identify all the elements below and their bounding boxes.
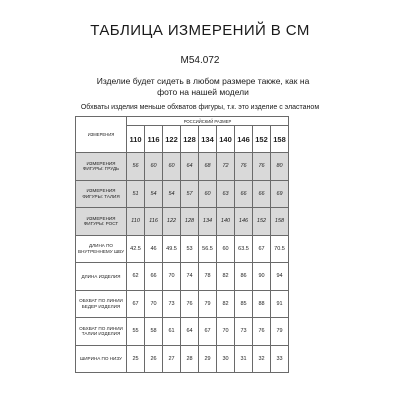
fit-note: Изделие будет сидеть в любом размере также, как на фото на нашей модели [96, 76, 310, 97]
value-cell: 55 [127, 318, 145, 346]
value-cell: 32 [253, 345, 271, 373]
value-cell: 54 [163, 180, 181, 208]
size-header-cell: 134 [199, 126, 217, 153]
value-cell: 74 [181, 263, 199, 291]
value-cell: 69 [271, 180, 289, 208]
value-cell: 56 [127, 153, 145, 181]
value-cell: 116 [145, 208, 163, 236]
value-cell: 31 [235, 345, 253, 373]
value-cell: 62 [127, 263, 145, 291]
row-label: ИЗМЕРЕНИЯ ФИГУРЫ: ТАЛИЯ [76, 180, 127, 208]
size-header-cell: 158 [271, 126, 289, 153]
table-row [76, 180, 289, 208]
value-cell: 60 [217, 235, 235, 263]
value-cell: 49.5 [163, 235, 181, 263]
value-cell: 70 [163, 263, 181, 291]
row-label: ОБХВАТ ПО ЛИНИИ ТАЛИИ ИЗДЕЛИЯ [76, 318, 127, 346]
value-cell: 60 [199, 180, 217, 208]
value-cell: 57 [181, 180, 199, 208]
size-table [75, 116, 289, 373]
value-cell: 158 [271, 208, 289, 236]
value-cell: 146 [235, 208, 253, 236]
russian-size-header: РОССИЙСКИЙ РАЗМЕР [127, 117, 289, 126]
value-cell: 64 [181, 153, 199, 181]
value-cell: 90 [253, 263, 271, 291]
value-cell: 70 [145, 290, 163, 318]
value-cell: 94 [271, 263, 289, 291]
size-header-cell: 146 [235, 126, 253, 153]
value-cell: 82 [217, 290, 235, 318]
table-row [76, 153, 289, 181]
value-cell: 53 [181, 235, 199, 263]
value-cell: 68 [199, 153, 217, 181]
table-row [76, 263, 289, 291]
value-cell: 26 [145, 345, 163, 373]
value-cell: 134 [199, 208, 217, 236]
value-cell: 67 [127, 290, 145, 318]
value-cell: 72 [217, 153, 235, 181]
size-header-cell: 110 [127, 126, 145, 153]
value-cell: 42.5 [127, 235, 145, 263]
value-cell: 79 [199, 290, 217, 318]
value-cell: 56.5 [199, 235, 217, 263]
value-cell: 80 [271, 153, 289, 181]
value-cell: 76 [181, 290, 199, 318]
value-cell: 67 [253, 235, 271, 263]
row-label: ДЛИНА ИЗДЕЛИЯ [76, 263, 127, 291]
value-cell: 63.5 [235, 235, 253, 263]
value-cell: 54 [145, 180, 163, 208]
value-cell: 27 [163, 345, 181, 373]
value-cell: 78 [199, 263, 217, 291]
value-cell: 46 [145, 235, 163, 263]
row-label: ДЛИНА ПО ВНУТРЕННЕМУ ШВУ [76, 235, 127, 263]
model-code: М54.072 [180, 55, 220, 66]
value-cell: 76 [253, 153, 271, 181]
value-cell: 88 [253, 290, 271, 318]
size-header-cell: 128 [181, 126, 199, 153]
value-cell: 110 [127, 208, 145, 236]
row-label: ИЗМЕРЕНИЯ ФИГУРЫ: РОСТ [76, 208, 127, 236]
value-cell: 70 [217, 318, 235, 346]
value-cell: 64 [181, 318, 199, 346]
value-cell: 66 [253, 180, 271, 208]
value-cell: 91 [271, 290, 289, 318]
table-row [76, 290, 289, 318]
value-cell: 70.5 [271, 235, 289, 263]
value-cell: 79 [271, 318, 289, 346]
value-cell: 128 [181, 208, 199, 236]
value-cell: 61 [163, 318, 181, 346]
value-cell: 73 [235, 318, 253, 346]
value-cell: 60 [163, 153, 181, 181]
size-header-cell: 140 [217, 126, 235, 153]
value-cell: 140 [217, 208, 235, 236]
value-cell: 76 [253, 318, 271, 346]
value-cell: 51 [127, 180, 145, 208]
measurements-header: ИЗМЕРЕНИЯ [76, 117, 127, 153]
value-cell: 60 [145, 153, 163, 181]
size-header-cell: 152 [253, 126, 271, 153]
value-cell: 66 [145, 263, 163, 291]
value-cell: 66 [235, 180, 253, 208]
table-row [76, 235, 289, 263]
value-cell: 33 [271, 345, 289, 373]
page-title: ТАБЛИЦА ИЗМЕРЕНИЙ В СМ [90, 22, 310, 39]
value-cell: 86 [235, 263, 253, 291]
value-cell: 30 [217, 345, 235, 373]
value-cell: 63 [217, 180, 235, 208]
row-label: ИЗМЕРЕНИЯ ФИГУРЫ: ГРУДЬ [76, 153, 127, 181]
row-label: ОБХВАТ ПО ЛИНИИ БЕДЕР ИЗДЕЛИЯ [76, 290, 127, 318]
row-label: ШИРИНА ПО НИЗУ [76, 345, 127, 373]
size-header-cell: 122 [163, 126, 181, 153]
value-cell: 25 [127, 345, 145, 373]
value-cell: 28 [181, 345, 199, 373]
girth-note: Обхваты изделия меньше обхватов фигуры, т.к. это изделие с эластаном [80, 104, 320, 111]
value-cell: 58 [145, 318, 163, 346]
value-cell: 29 [199, 345, 217, 373]
value-cell: 73 [163, 290, 181, 318]
table-row [76, 318, 289, 346]
value-cell: 85 [235, 290, 253, 318]
value-cell: 67 [199, 318, 217, 346]
value-cell: 122 [163, 208, 181, 236]
value-cell: 76 [235, 153, 253, 181]
table-row [76, 208, 289, 236]
value-cell: 82 [217, 263, 235, 291]
value-cell: 152 [253, 208, 271, 236]
table-row [76, 345, 289, 373]
size-header-cell: 116 [145, 126, 163, 153]
